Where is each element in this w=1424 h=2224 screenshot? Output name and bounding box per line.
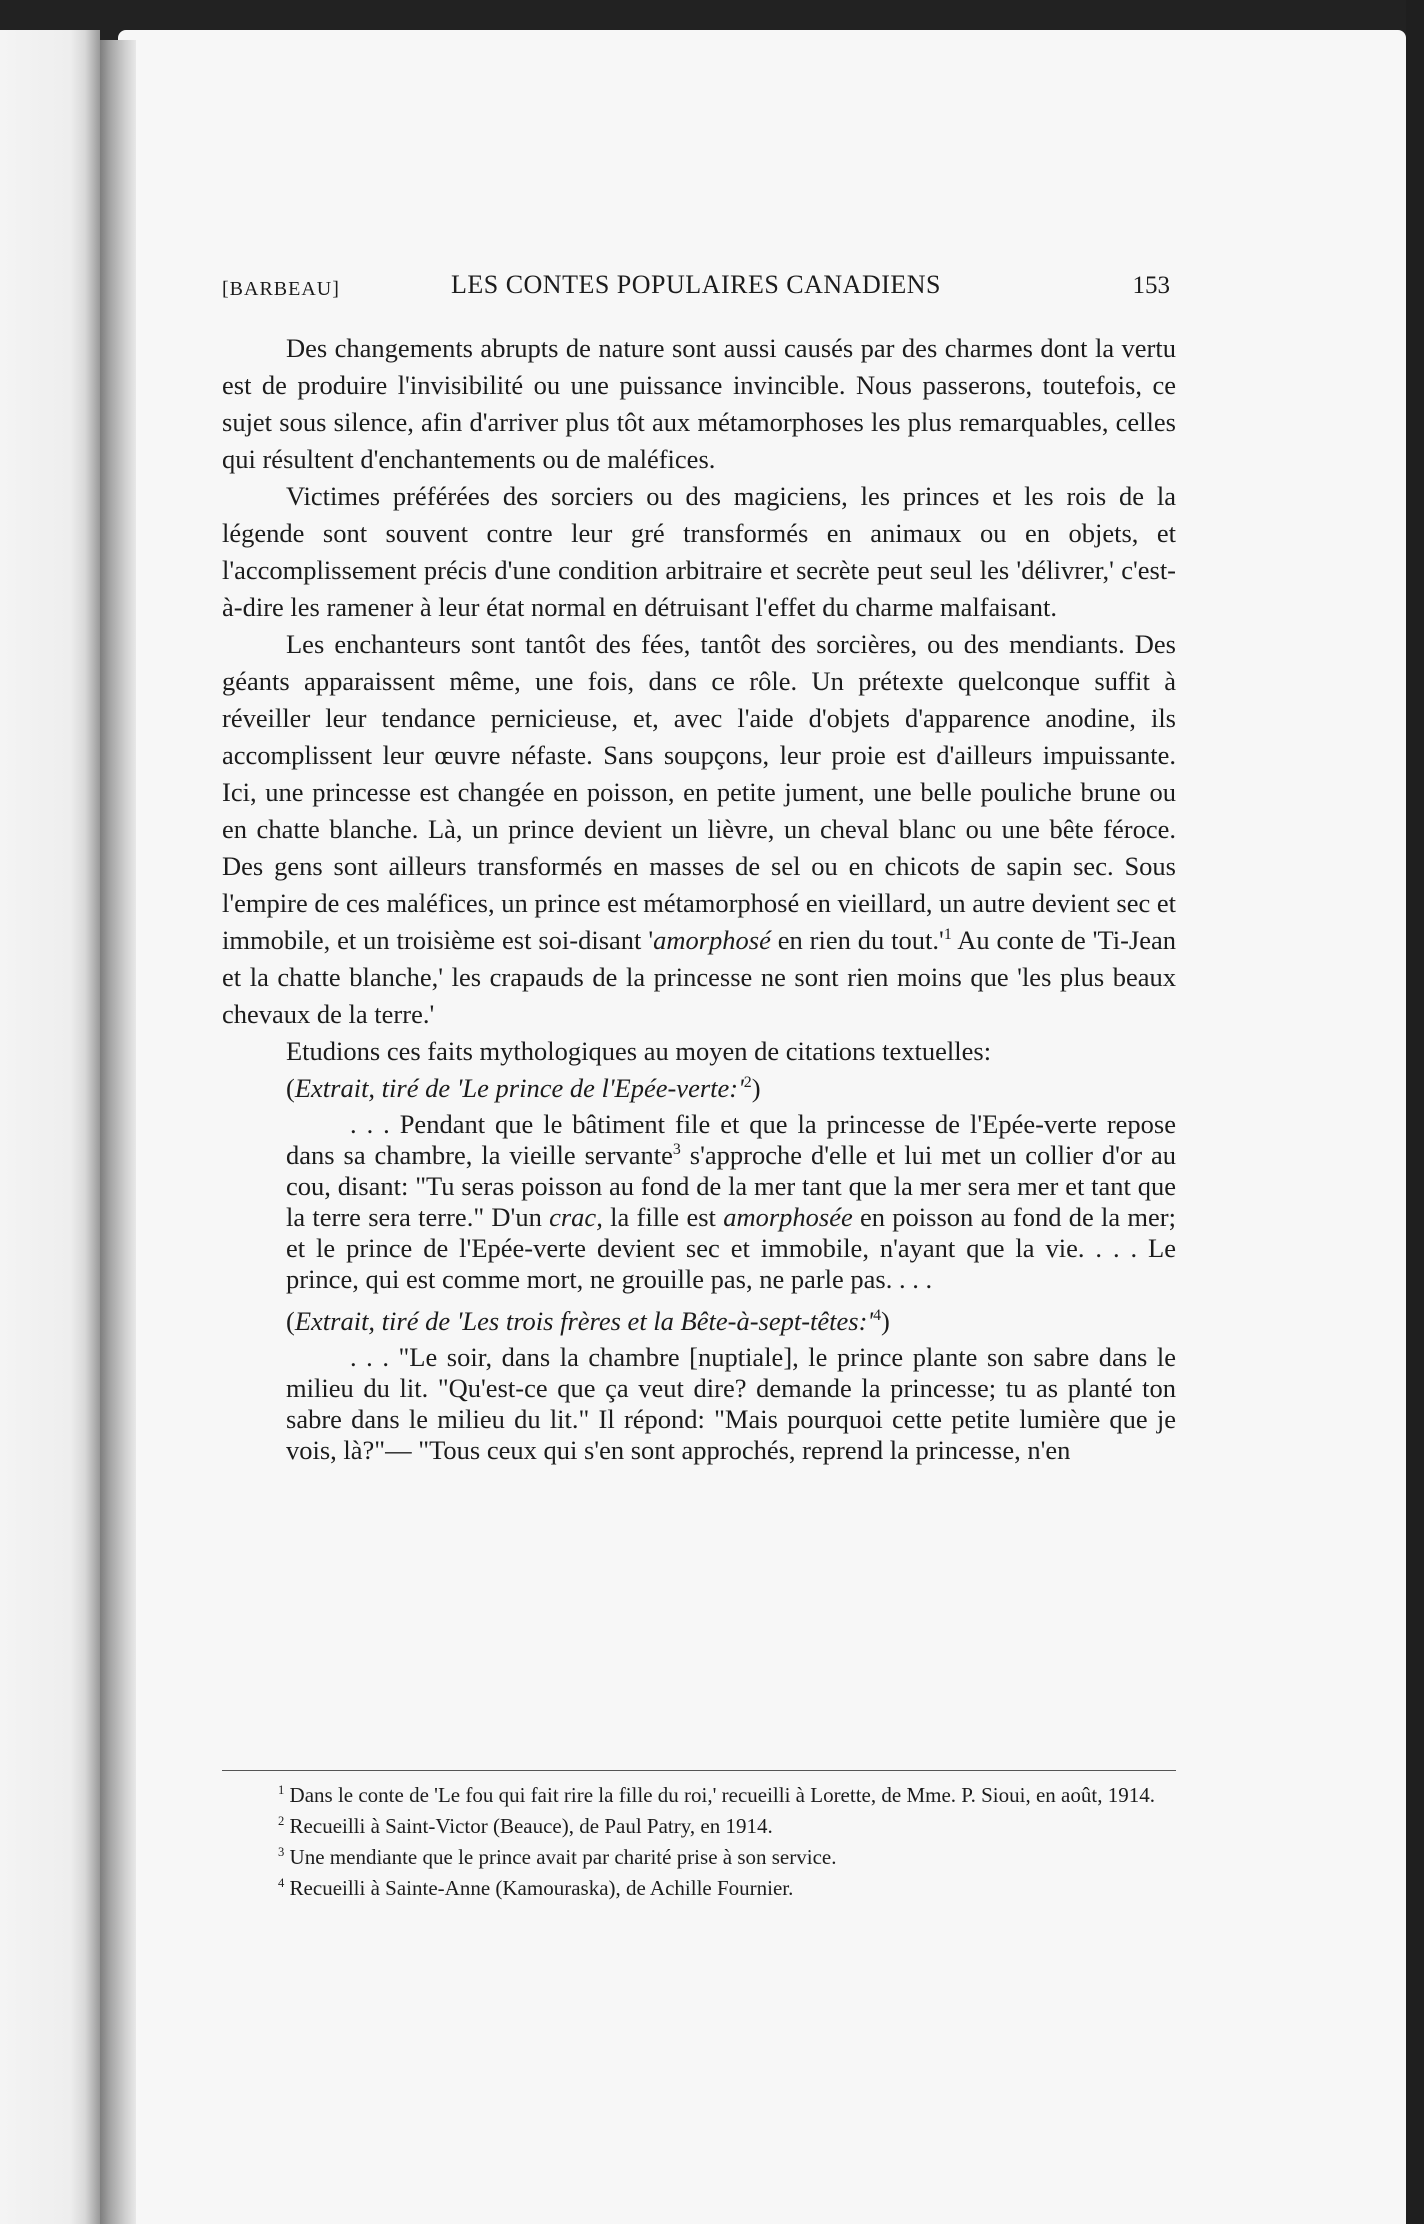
footnote-3-text: Une mendiante que le prince avait par charité prise à son service. — [289, 1845, 837, 1869]
paragraph-1: Des changements abrupts de nature sont aussi causés par des charmes dont la vertu est de produire l'invisibilité ou une puissance invincible. Nous passerons, toutefois, ce sujet sous silence, afin d'arriver plus tôt aux métamorphoses les plus remarquables, celles qui résultent d'enchantements ou de maléfices. — [222, 333, 1176, 474]
quote-1-text-b: s'approche d'elle et lui met un collier d'or au cou, disant: "Tu seras poisson au fond de la mer tant que la mer sera mer et tant que la terre sera terre." D'un — [286, 1140, 1176, 1232]
quote-1-text-a: . . . Pendant que le bâtiment file et que la princesse de l'Epée-verte repose dans sa chambre, la vieille servante — [286, 1109, 1176, 1170]
citation-1-close: ) — [751, 1073, 761, 1103]
footnote-ref-2: 2 — [743, 1074, 752, 1092]
citation-2-close: ) — [881, 1306, 890, 1336]
footnote-2-text: Recueilli à Saint-Victor (Beauce), de Paul Patry, en 1914. — [289, 1814, 773, 1838]
paragraph-3-text: Les enchanteurs sont tantôt des fées, tantôt des sorcières, ou des mendiants. Des géants apparaissent même, une fois, dans ce rôle. Un prétexte quelconque suffit à réveiller leur tendance pernicieuse, et, avec l'aide d'objets d'apparence anodine, ils accomplissent leur œuvre néfaste. Sans soupçons, leur proie est d'ailleurs impuissante. Ici, une princesse est changée en poisson, en petite jument, une belle pouliche brune ou en chatte blanche. Là, un prince devient un lièvre, un cheval blanc ou une bête féroce. Des gens sont ailleurs transformés en masses de sel ou en chicots de sapin sec. Sous l'empire de ces maléfices, un prince est métamorphosé en vieillard, un autre devient sec et immobile, et un troisième est soi-disant ' — [222, 629, 1176, 955]
quote-1-text-d: en poisson au fond de la mer; et le prince de l'Epée-verte devient sec et immobile, n'ayant que la vie. . . . Le prince, qui est comme mort, ne grouille pas, ne parle pas. . . . — [286, 1202, 1176, 1294]
header-title: LES CONTES POPULAIRES CANADIENS — [450, 270, 942, 299]
quote-1-text-c: la fille est — [602, 1202, 724, 1232]
citation-1-title: Extrait, tiré de 'Le prince de l'Epée-verte:' — [294, 1073, 744, 1103]
footnote-4-number: 4 — [278, 1876, 285, 1890]
footnotes — [222, 1780, 1176, 1904]
citation-2 — [286, 1303, 1176, 1340]
footnote-rule — [222, 1770, 1176, 1771]
paragraph-3-text-b: en rien du tout.' — [770, 925, 944, 955]
citation-2-title: Extrait, tiré de 'Les trois frères et la Bête-à-sept-têtes:' — [294, 1306, 874, 1336]
footnote-3-number: 3 — [278, 1845, 285, 1859]
footnote-2 — [222, 1811, 1176, 1842]
page-body — [222, 330, 1176, 1474]
quote-1-italic-2: amorphosée — [723, 1202, 853, 1232]
facing-page-edge — [0, 30, 100, 2224]
paragraph-3 — [222, 626, 1176, 1033]
paragraph-3-italic: amorphosé — [653, 925, 771, 955]
footnote-3 — [222, 1842, 1176, 1873]
book-gutter — [100, 40, 136, 2224]
footnote-ref-1: 1 — [943, 926, 952, 944]
citation-2-open: ( — [286, 1306, 295, 1336]
scan-right-edge — [1406, 0, 1424, 2224]
paragraph-3-text-c: Au conte de 'Ti-Jean et la chatte blanche,' les crapauds de la princesse ne sont rien moins que 'les plus beaux chevaux de la terre.' — [222, 925, 1176, 1029]
paragraph-4: Etudions ces faits mythologiques au moyen de citations textuelles: — [286, 1036, 992, 1066]
header-author: [BARBEAU] — [222, 278, 340, 300]
citation-1 — [286, 1070, 1176, 1107]
citation-1-open: ( — [286, 1073, 295, 1103]
running-header — [222, 270, 1170, 310]
footnote-4-text: Recueilli à Sainte-Anne (Kamouraska), de Achille Fournier. — [289, 1876, 794, 1900]
quote-1-italic-1: crac, — [549, 1202, 603, 1232]
footnote-ref-3: 3 — [672, 1141, 681, 1159]
page-number: 153 — [1132, 272, 1170, 299]
footnote-4 — [222, 1873, 1176, 1904]
footnote-1 — [222, 1780, 1176, 1811]
footnote-2-number: 2 — [278, 1814, 285, 1828]
paragraph-2: Victimes préférées des sorciers ou des magiciens, les princes et les rois de la légende sont souvent contre leur gré transformés en animaux ou en objets, et l'accomplissement précis d'une condition arbitraire et secrète peut seul les 'délivrer,' c'est-à-dire les ramener à leur état normal en détruisant l'effet du charme malfaisant. — [222, 481, 1176, 622]
block-quote-1 — [286, 1109, 1176, 1295]
footnote-1-text: Dans le conte de 'Le fou qui fait rire la fille du roi,' recueilli à Lorette, de Mme. P. Sioui, en août, 1914. — [289, 1783, 1155, 1807]
footnote-1-number: 1 — [278, 1783, 285, 1797]
block-quote-2: . . . "Le soir, dans la chambre [nuptiale], le prince plante son sabre dans le milieu du lit. "Qu'est-ce que ça veut dire? demande la princesse; tu as planté ton sabre dans le milieu du lit." Il répond: "Mais pourquoi cette petite lumière que je vois, là?"— "Tous ceux qui s'en sont approchés, reprend la princesse, n'en — [286, 1342, 1176, 1465]
footnote-ref-4: 4 — [873, 1307, 882, 1325]
